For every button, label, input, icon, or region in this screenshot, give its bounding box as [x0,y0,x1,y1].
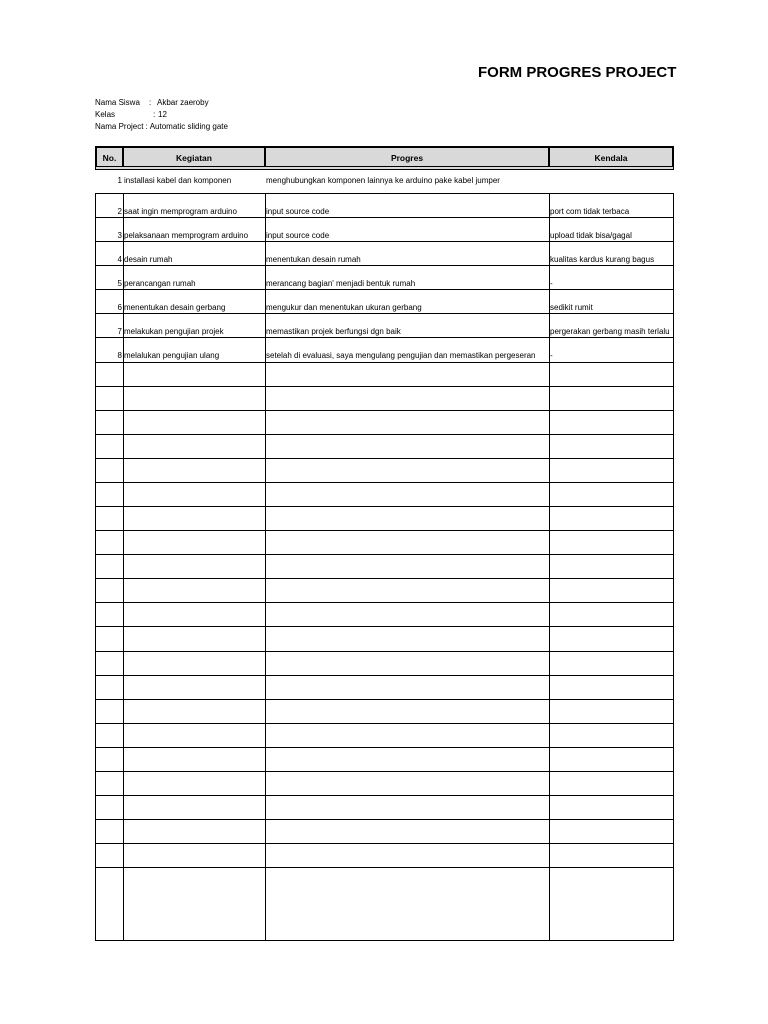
nama-project-label: Nama Project [95,122,144,131]
header-kendala: Kendala [549,147,673,167]
cell-no: 3 [117,231,122,240]
row-divider [95,289,674,290]
nama-project-value: Automatic sliding gate [149,122,228,131]
cell-kegiatan: desain rumah [124,255,173,264]
row-divider [95,554,674,555]
cell-kegiatan: pelaksanaan memprogram arduino [124,231,249,240]
header-progres: Progres [265,147,549,167]
cell-progres: setelah di evaluasi, saya mengulang pengujian dan memastikan pergeseran [266,351,536,360]
row-divider [95,699,674,700]
cell-kendala: - [550,279,553,288]
cell-kendala: pergerakan gerbang masih terlalu [550,327,670,336]
cell-no: 1 [117,176,122,185]
row-divider [95,337,674,338]
kelas-value: 12 [158,110,167,119]
kelas-label: Kelas [95,110,116,119]
cell-kegiatan: melalukan pengujian ulang [124,351,220,360]
form-title: FORM PROGRES PROJECT [478,64,677,81]
cell-kegiatan: melakukan pengujian projek [124,327,224,336]
cell-no: 2 [117,207,122,216]
row-divider [95,434,674,435]
row-divider [95,747,674,748]
cell-kegiatan: perancangan rumah [124,279,196,288]
row-divider [95,410,674,411]
cell-kendala: kualitas kardus kurang bagus [550,255,655,264]
progress-table [95,146,674,941]
cell-progres: input source code [266,207,330,216]
cell-progres: merancang bagian' menjadi bentuk rumah [266,279,416,288]
kelas-colon: : [153,110,156,119]
nama-siswa-value: Akbar zaeroby [157,98,209,107]
cell-kendala: port com tidak terbaca [550,207,630,216]
cell-progres: mengukur dan menentukan ukuran gerbang [266,303,422,312]
row-divider [95,362,674,363]
cell-kendala: upload tidak bisa/gagal [550,231,632,240]
row-divider [95,651,674,652]
cell-progres: memastikan projek berfungsi dgn baik [266,327,401,336]
row-divider [95,819,674,820]
cell-no: 6 [117,303,122,312]
cell-no: 8 [117,351,122,360]
cell-kegiatan: menentukan desain gerbang [124,303,226,312]
nama-project-colon: : [145,122,148,131]
row-divider [95,578,674,579]
cell-progres: menghubungkan komponen lainnya ke arduino pake kabel jumper [266,176,500,185]
nama-siswa-label: Nama Siswa [95,98,140,107]
row-divider [95,843,674,844]
info-kelas [95,110,167,119]
info-nama-project [95,122,228,131]
cell-no: 7 [117,327,122,336]
row-divider [95,602,674,603]
row-divider [95,313,674,314]
row-divider [95,675,674,676]
cell-kendala: - [550,351,553,360]
row-divider [95,771,674,772]
row-divider [95,626,674,627]
row-divider [95,506,674,507]
cell-progres: menentukan desain rumah [266,255,361,264]
row-divider [95,265,674,266]
cell-kegiatan: installasi kabel dan komponen [124,176,232,185]
cell-kegiatan: saat ingin memprogram arduino [124,207,237,216]
row-divider [95,795,674,796]
cell-kendala: sedikit rumit [550,303,593,312]
nama-siswa-colon: : [149,98,152,107]
row-divider [95,458,674,459]
row-divider [95,867,674,868]
row-divider [95,482,674,483]
cell-no: 5 [117,279,122,288]
info-nama-siswa [95,98,209,107]
row-divider [95,530,674,531]
header-kegiatan: Kegiatan [123,147,265,167]
row-divider [95,241,674,242]
row-divider [95,217,674,218]
cell-progres: input source code [266,231,330,240]
cell-no: 4 [117,255,122,264]
header-no: No. [96,147,123,167]
row-divider [95,723,674,724]
row-divider [95,386,674,387]
